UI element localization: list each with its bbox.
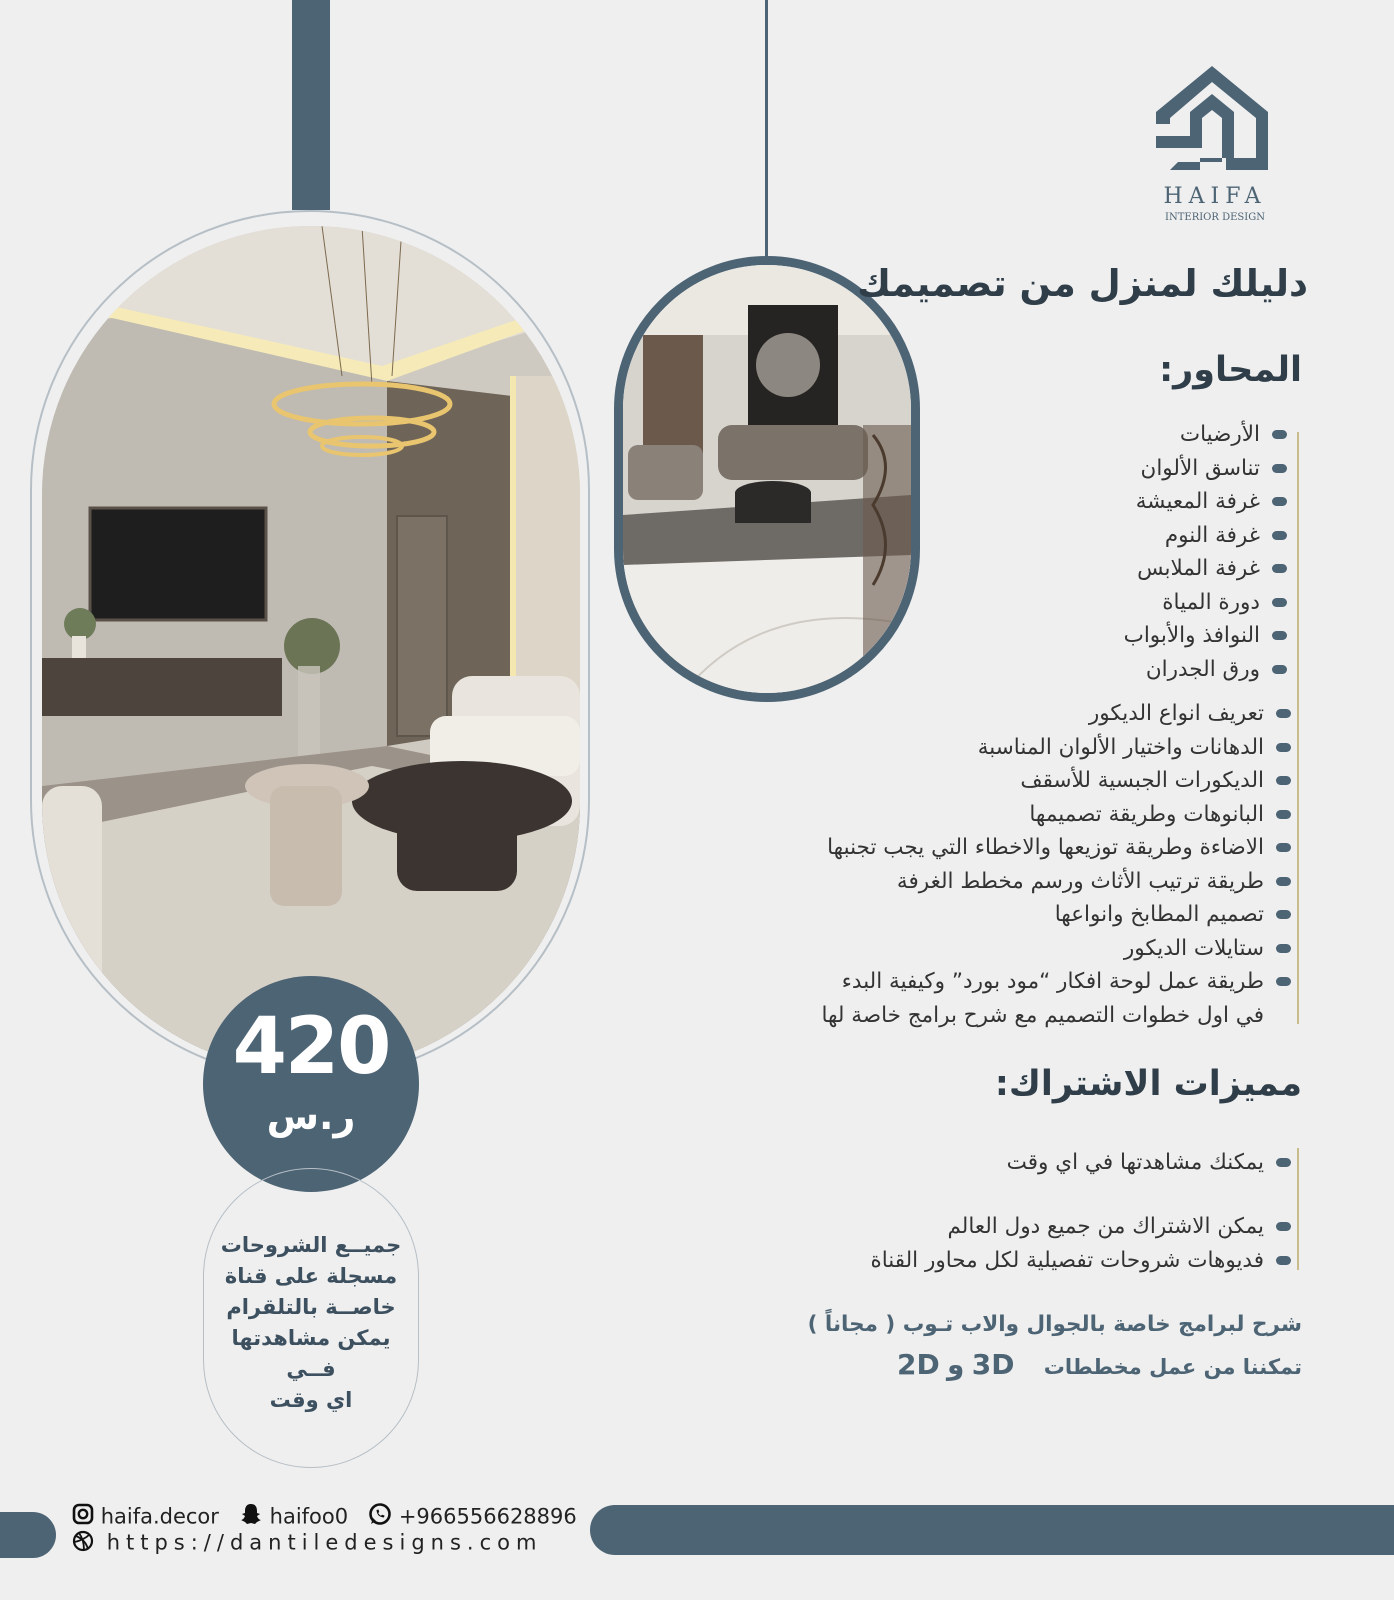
note-line: جميــع الشروحات [220, 1233, 402, 1257]
note-line: فــي [286, 1357, 336, 1381]
snapchat-handle[interactable]: haifoo0 [269, 1504, 349, 1529]
list-item: الدهانات واختيار الألوان المناسبة [821, 731, 1294, 765]
price-badge [203, 976, 419, 1192]
instagram-icon [72, 1503, 94, 1530]
salon-photo [614, 256, 920, 702]
brand-name: HAIFA [1163, 184, 1267, 209]
plans-and: و [947, 1348, 965, 1381]
dribbble-icon [72, 1530, 94, 1557]
features-heading: مميزات الاشتراك: [994, 1064, 1302, 1104]
snapchat-icon [239, 1502, 263, 1531]
list-item: دورة المياة [1124, 586, 1290, 620]
website-row [72, 1530, 542, 1557]
price-currency: ر.س [266, 1094, 356, 1138]
list-item: تناسق الألوان [1124, 452, 1290, 486]
plans-3d: 3D [971, 1348, 1015, 1381]
list-item: تصميم المطابخ وانواعها [821, 898, 1294, 932]
bottom-right-bar [590, 1505, 1394, 1555]
list-item: غرفة النوم [1124, 519, 1290, 553]
price-amount: 420 [232, 1002, 390, 1092]
features-divider [1297, 1148, 1299, 1270]
living-room-photo [42, 226, 580, 1072]
list-item-continuation: في اول خطوات التصميم مع شرح برامج خاصة لها [821, 1002, 1264, 1028]
list-item: البانوهات وطريقة تصميمها [821, 798, 1294, 832]
whatsapp-number[interactable]: +966556628896 [398, 1504, 577, 1529]
house-logo-icon [1150, 62, 1280, 172]
website-link[interactable]: https://dantiledesigns.com [106, 1530, 543, 1555]
note-line: يمكن مشاهدتها [231, 1326, 391, 1350]
list-item: غرفة الملابس [1124, 552, 1290, 586]
list-item: الديكورات الجبسية للأسقف [821, 764, 1294, 798]
brand-tagline: INTERIOR DESIGN [1165, 212, 1265, 223]
features-list [870, 1146, 1294, 1278]
apps-note: شرح لبرامج خاصة بالجوال والاب تـوب ( مجاناً ) [807, 1312, 1302, 1337]
list-item: تعريف انواع الديكور [821, 697, 1294, 731]
list-item: ورق الجدران [1124, 653, 1290, 687]
topics-divider [1297, 432, 1299, 1024]
plans-note [897, 1348, 1302, 1381]
list-spacer [870, 1180, 1294, 1210]
page-title: دليلك لمنزل من تصميمك [857, 262, 1308, 305]
list-item: ستايلات الديكور [821, 932, 1294, 966]
top-thin-line [765, 0, 768, 262]
list-item: الاضاءة وطريقة توزيعها والاخطاء التي يجب تجنبها [821, 831, 1294, 865]
list-item: طريقة ترتيب الأثاث ورسم مخطط الغرفة [821, 865, 1294, 899]
note-line: خاصــة بالتلقرام [226, 1295, 396, 1319]
plans-2d: 2D [897, 1348, 940, 1381]
bottom-left-bar [0, 1512, 56, 1558]
note-line: اي وقت [269, 1388, 353, 1412]
list-item: يمكن الاشتراك من جميع دول العالم [870, 1210, 1294, 1244]
top-accent-bar [292, 0, 330, 210]
instagram-handle[interactable]: haifa.decor [100, 1504, 219, 1529]
topics-list-more [821, 697, 1294, 1032]
contact-row [72, 1502, 577, 1531]
list-item: النوافذ والأبواب [1124, 619, 1290, 653]
whatsapp-icon [368, 1502, 392, 1531]
list-item: الأرضيات [1124, 418, 1290, 452]
note-line: مسجلة على قناة [224, 1264, 398, 1288]
list-item: غرفة المعيشة [1124, 485, 1290, 519]
plans-note-prefix: تمكننا من عمل مخططات [1043, 1355, 1302, 1379]
list-item: فديوهات شروحات تفصيلية لكل محاور القناة [870, 1244, 1294, 1278]
topics-list [1124, 418, 1290, 686]
recorded-note [203, 1230, 419, 1416]
list-item: طريقة عمل لوحة افكار “مود بورد” وكيفية البدء [821, 965, 1294, 999]
list-item: يمكنك مشاهدتها في اي وقت [870, 1146, 1294, 1180]
topics-heading: المحاور: [1159, 350, 1302, 390]
